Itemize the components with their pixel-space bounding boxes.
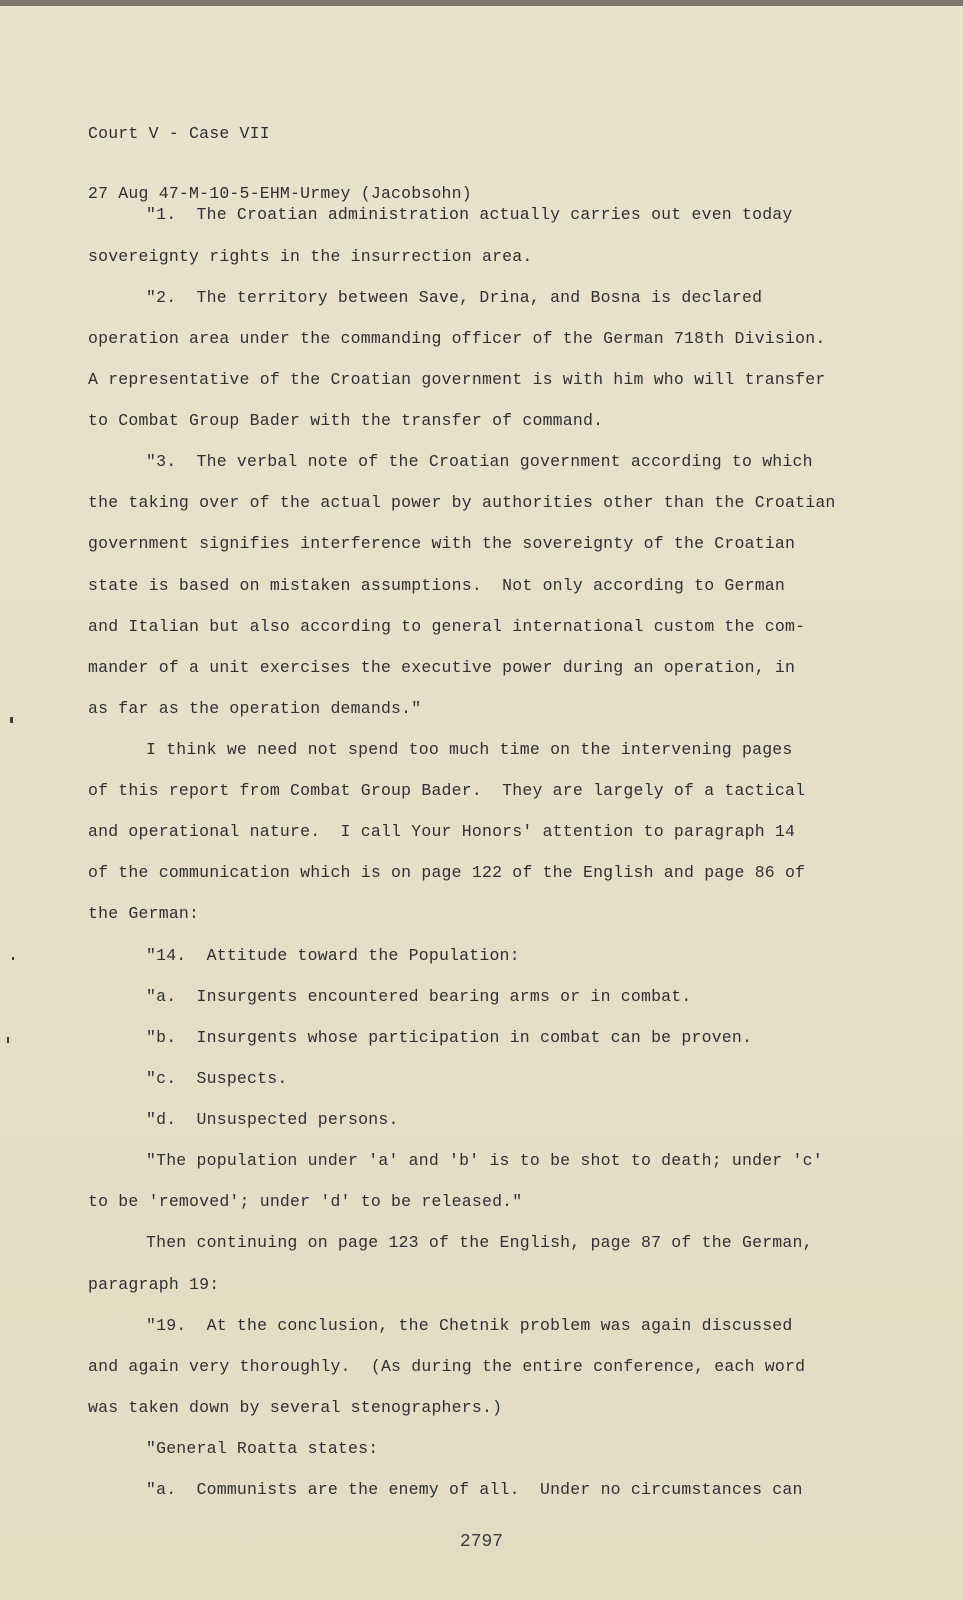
text-line: and again very thoroughly. (As during the entire conference, each word xyxy=(88,1357,806,1376)
text-line: Then continuing on page 123 of the English, page 87 of the German, xyxy=(146,1233,813,1252)
page-number: 2797 xyxy=(459,1532,504,1552)
text-line: "The population under 'a' and 'b' is to be shot to death; under 'c' xyxy=(146,1151,823,1170)
text-line: "General Roatta states: xyxy=(146,1439,379,1458)
text-line: of the communication which is on page 122 of the English and page 86 of xyxy=(88,863,806,882)
text-line: and Italian but also according to general international custom the com- xyxy=(88,617,806,636)
text-line: "14. Attitude toward the Population: xyxy=(146,946,520,965)
text-line: paragraph 19: xyxy=(88,1275,220,1294)
text-line: "b. Insurgents whose participation in combat can be proven. xyxy=(146,1028,753,1047)
text-line: of this report from Combat Group Bader. They are largely of a tactical xyxy=(88,781,806,800)
text-line: as far as the operation demands." xyxy=(88,699,422,718)
text-line: state is based on mistaken assumptions. Not only according to German xyxy=(88,576,786,595)
margin-speck xyxy=(10,717,13,723)
text-line: the German: xyxy=(88,904,200,923)
margin-speck xyxy=(7,1037,9,1043)
text-line: "19. At the conclusion, the Chetnik problem was again discussed xyxy=(146,1316,793,1335)
text-line: to Combat Group Bader with the transfer of command. xyxy=(88,411,604,430)
text-line: sovereignty rights in the insurrection area. xyxy=(88,247,533,266)
text-line: mander of a unit exercises the executive power during an operation, in xyxy=(88,658,796,677)
text-line: the taking over of the actual power by authorities other than the Croatian xyxy=(88,493,836,512)
header-case-line: Court V - Case VII xyxy=(88,124,270,143)
text-line: was taken down by several stenographers.) xyxy=(88,1398,503,1417)
text-line: "a. Insurgents encountered bearing arms or in combat. xyxy=(146,987,692,1006)
text-line: "1. The Croatian administration actually carries out even today xyxy=(146,205,793,224)
page-top-edge xyxy=(0,0,963,6)
text-line: "d. Unsuspected persons. xyxy=(146,1110,399,1129)
header-session-line: 27 Aug 47-M-10-5-EHM-Urmey (Jacobsohn) xyxy=(88,184,472,203)
text-line: and operational nature. I call Your Honors' attention to paragraph 14 xyxy=(88,822,796,841)
text-line: "2. The territory between Save, Drina, and Bosna is declared xyxy=(146,288,763,307)
margin-speck xyxy=(12,957,14,960)
text-line: government signifies interference with the sovereignty of the Croatian xyxy=(88,534,796,553)
text-line: to be 'removed'; under 'd' to be released." xyxy=(88,1192,523,1211)
text-line: "a. Communists are the enemy of all. Under no circumstances can xyxy=(146,1480,803,1499)
text-line: A representative of the Croatian government is with him who will transfer xyxy=(88,370,826,389)
text-line: "c. Suspects. xyxy=(146,1069,288,1088)
text-line: "3. The verbal note of the Croatian government according to which xyxy=(146,452,813,471)
text-line: operation area under the commanding officer of the German 718th Division. xyxy=(88,329,826,348)
text-line: I think we need not spend too much time on the intervening pages xyxy=(146,740,793,759)
